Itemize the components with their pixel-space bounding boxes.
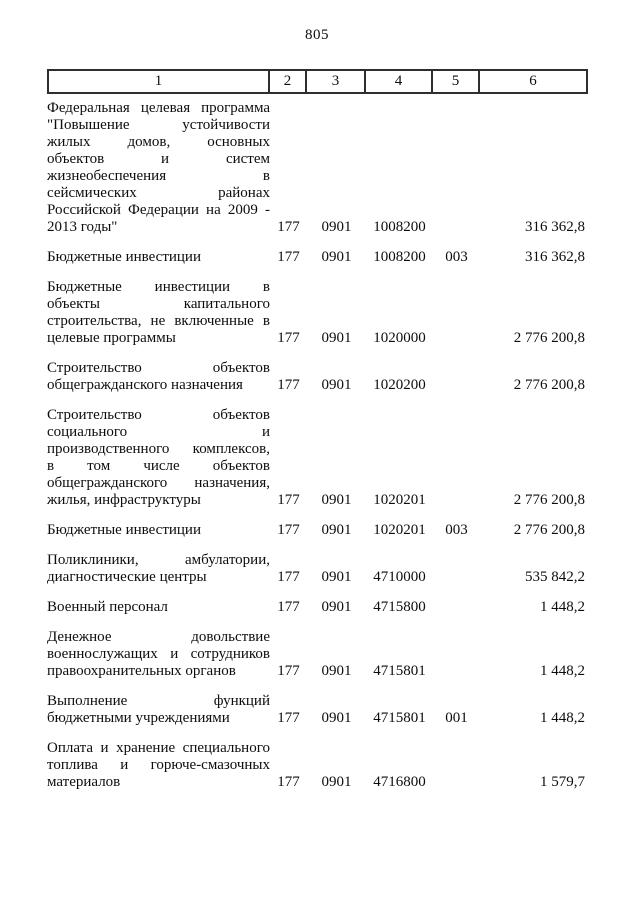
text-line: сейсмических районах <box>47 185 270 201</box>
cell-section: 0901 <box>321 522 352 538</box>
cell-target-item: 4715801 <box>373 663 426 679</box>
text-line: Бюджетные инвестиции <box>47 522 201 538</box>
cell-target-item: 4716800 <box>373 774 426 790</box>
cell-name <box>47 552 270 586</box>
cell-amount: 1 448,2 <box>540 599 585 615</box>
cell-amount: 1 448,2 <box>540 710 585 726</box>
text-line: Строительство объектов <box>47 407 270 423</box>
cell-expense-type: 003 <box>445 522 468 538</box>
cell-code: 177 <box>277 569 300 585</box>
cell-amount: 316 362,8 <box>525 249 585 265</box>
cell-section: 0901 <box>321 569 352 585</box>
text-line: Военный персонал <box>47 599 168 615</box>
text-line: Российской Федерации на 2009 - <box>47 202 270 218</box>
text-line: 2013 годы" <box>47 219 118 235</box>
cell-code: 177 <box>277 774 300 790</box>
cell-section: 0901 <box>321 710 352 726</box>
table-header-row <box>47 69 588 94</box>
cell-name <box>47 740 270 791</box>
text-line: объекты капитального <box>47 296 270 312</box>
page-number: 805 <box>305 27 329 43</box>
text-line: материалов <box>47 774 121 790</box>
text-line: Бюджетные инвестиции в <box>47 279 270 295</box>
text-line: производственного комплексов, <box>47 441 270 457</box>
cell-amount: 2 776 200,8 <box>513 522 585 538</box>
cell-name <box>47 360 270 394</box>
text-line: диагностические центры <box>47 569 207 585</box>
text-line: целевые программы <box>47 330 176 346</box>
table-row <box>47 407 588 509</box>
table-row <box>47 552 588 586</box>
header-cell-5: 5 <box>433 71 480 92</box>
cell-amount: 1 448,2 <box>540 663 585 679</box>
cell-amount: 316 362,8 <box>525 219 585 235</box>
table-row <box>47 522 588 539</box>
cell-section: 0901 <box>321 330 352 346</box>
cell-name <box>47 100 270 236</box>
table-row <box>47 279 588 347</box>
text-line: общегражданского назначения <box>47 377 243 393</box>
cell-name <box>47 693 270 727</box>
text-line: строительства, не включенные в <box>47 313 270 329</box>
text-line: жилых домов, основных <box>47 134 270 150</box>
text-line: социального и <box>47 424 270 440</box>
cell-section: 0901 <box>321 774 352 790</box>
cell-name <box>47 279 270 347</box>
cell-section: 0901 <box>321 377 352 393</box>
cell-amount: 2 776 200,8 <box>513 377 585 393</box>
cell-target-item: 1020200 <box>373 377 426 393</box>
text-line: Денежное довольствие <box>47 629 270 645</box>
cell-section: 0901 <box>321 249 352 265</box>
cell-target-item: 1020000 <box>373 330 426 346</box>
cell-section: 0901 <box>321 492 352 508</box>
cell-code: 177 <box>277 710 300 726</box>
text-line: объектов и систем <box>47 151 270 167</box>
text-line: жилья, инфраструктуры <box>47 492 201 508</box>
text-line: жизнеобеспечения в <box>47 168 270 184</box>
header-cell-3: 3 <box>307 71 366 92</box>
table-row <box>47 693 588 727</box>
text-line: Федеральная целевая программа <box>47 100 270 116</box>
cell-code: 177 <box>277 249 300 265</box>
cell-target-item: 1008200 <box>373 219 426 235</box>
cell-target-item: 1020201 <box>373 522 426 538</box>
table-row <box>47 100 588 236</box>
text-line: Бюджетные инвестиции <box>47 249 201 265</box>
table-body <box>47 100 588 804</box>
table-row <box>47 249 588 266</box>
cell-name <box>47 407 270 509</box>
table-row <box>47 360 588 394</box>
cell-name <box>47 599 270 616</box>
cell-code: 177 <box>277 663 300 679</box>
cell-code: 177 <box>277 330 300 346</box>
cell-code: 177 <box>277 219 300 235</box>
text-line: бюджетными учреждениями <box>47 710 230 726</box>
cell-code: 177 <box>277 599 300 615</box>
cell-code: 177 <box>277 377 300 393</box>
cell-name <box>47 249 270 266</box>
cell-name <box>47 522 270 539</box>
table-row <box>47 599 588 616</box>
cell-target-item: 4715801 <box>373 710 426 726</box>
cell-target-item: 1008200 <box>373 249 426 265</box>
header-cell-1: 1 <box>49 71 270 92</box>
text-line: "Повышение устойчивости <box>47 117 270 133</box>
cell-code: 177 <box>277 522 300 538</box>
text-line: Строительство объектов <box>47 360 270 376</box>
text-line: Поликлиники, амбулатории, <box>47 552 270 568</box>
table-row <box>47 740 588 791</box>
cell-section: 0901 <box>321 663 352 679</box>
cell-expense-type: 001 <box>445 710 468 726</box>
cell-section: 0901 <box>321 219 352 235</box>
cell-amount: 2 776 200,8 <box>513 330 585 346</box>
cell-target-item: 4710000 <box>373 569 426 585</box>
text-line: военнослужащих и сотрудников <box>47 646 270 662</box>
text-line: общегражданского назначения, <box>47 475 270 491</box>
cell-amount: 1 579,7 <box>540 774 585 790</box>
header-cell-2: 2 <box>270 71 307 92</box>
header-cell-6: 6 <box>529 73 537 89</box>
cell-code: 177 <box>277 492 300 508</box>
text-line: в том числе объектов <box>47 458 270 474</box>
text-line: Оплата и хранение специального <box>47 740 270 756</box>
cell-target-item: 4715800 <box>373 599 426 615</box>
cell-amount: 535 842,2 <box>525 569 585 585</box>
text-line: Выполнение функций <box>47 693 270 709</box>
cell-expense-type: 003 <box>445 249 468 265</box>
cell-target-item: 1020201 <box>373 492 426 508</box>
text-line: топлива и горюче-смазочных <box>47 757 270 773</box>
table-row <box>47 629 588 680</box>
cell-amount: 2 776 200,8 <box>513 492 585 508</box>
text-line: правоохранительных органов <box>47 663 236 679</box>
header-cell-4: 4 <box>366 71 433 92</box>
cell-section: 0901 <box>321 599 352 615</box>
cell-name <box>47 629 270 680</box>
